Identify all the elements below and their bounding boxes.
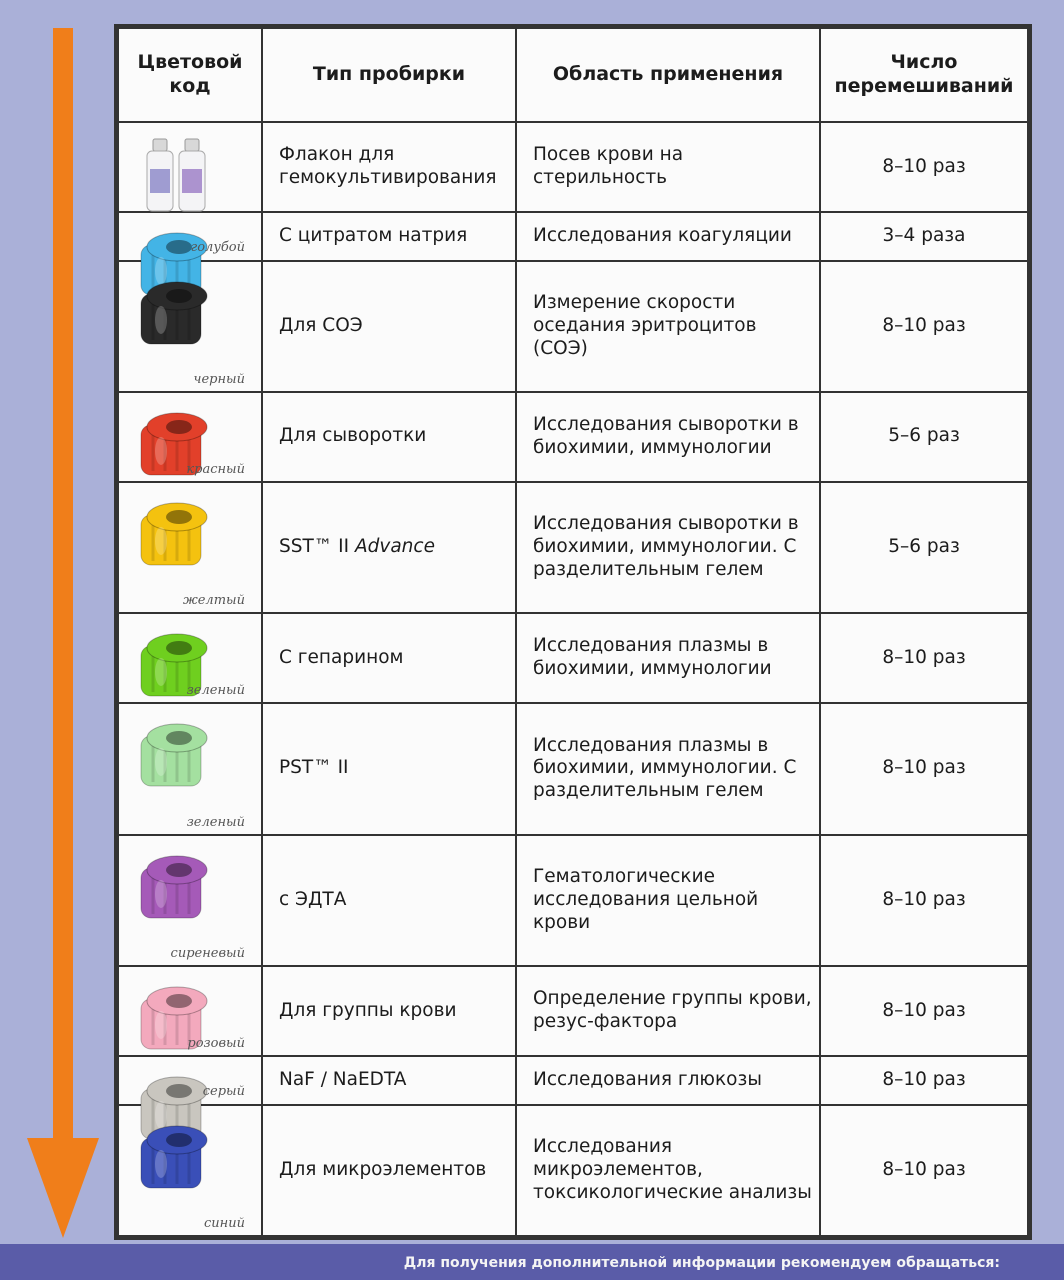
table-row: [118, 703, 1028, 834]
mix-count-text: 8–10 раз: [882, 1068, 966, 1090]
color-code-cell: [118, 835, 262, 966]
mix-count-text: 3–4 раза: [882, 224, 966, 246]
mix-count-text: 8–10 раз: [882, 646, 966, 668]
table-row: [118, 122, 1028, 212]
color-code-cell: [118, 212, 262, 261]
tube-type-cell: [262, 122, 516, 212]
table-row: [118, 392, 1028, 482]
tube-cap-icon: [133, 850, 219, 928]
mix-count-cell: [820, 482, 1028, 613]
tube-table-sheet: [114, 24, 1032, 1240]
application-cell: [516, 835, 820, 966]
application-cell: [516, 392, 820, 482]
tube-type-cell: [262, 212, 516, 261]
application-text: Исследования сыворотки в биохимии, иммунологии: [533, 413, 799, 458]
tube-type-cell: [262, 966, 516, 1056]
application-text: Исследования глюкозы: [533, 1068, 762, 1090]
header-mix-count: Число перемешиваний: [820, 28, 1028, 122]
mix-count-cell: [820, 261, 1028, 392]
cap-color-label: серый: [202, 1084, 245, 1100]
mix-count-cell: [820, 1056, 1028, 1105]
mix-count-cell: [820, 212, 1028, 261]
application-cell: [516, 261, 820, 392]
tube-type-cell: [262, 835, 516, 966]
header-tube-type: Тип пробирки: [262, 28, 516, 122]
tube-cap-icon: [133, 276, 219, 354]
application-text: Исследования плазмы в биохимии, иммунологии. С разделительным гелем: [533, 734, 797, 802]
cap-color-label: красный: [186, 461, 245, 477]
table-row: [118, 1056, 1028, 1105]
tube-cap-icon: [133, 497, 219, 575]
application-cell: [516, 703, 820, 834]
cap-color-label: зеленый: [186, 814, 245, 830]
application-cell: [516, 212, 820, 261]
mix-count-text: 8–10 раз: [882, 888, 966, 910]
cap-color-label: синий: [204, 1215, 245, 1231]
mix-count-cell: [820, 966, 1028, 1056]
table-row: [118, 212, 1028, 261]
application-cell: [516, 1056, 820, 1105]
color-code-cell: [118, 703, 262, 834]
mix-count-text: 8–10 раз: [882, 155, 966, 177]
tube-type-cell: [262, 613, 516, 703]
tube-type-cell: [262, 1105, 516, 1236]
application-text: Посев крови на стерильность: [533, 144, 684, 188]
application-text: Измерение скорости оседания эритроцитов (СОЭ): [533, 291, 757, 359]
tube-type-text: Для СОЭ: [279, 314, 363, 336]
table-row: [118, 835, 1028, 966]
application-cell: [516, 482, 820, 613]
mix-count-text: 8–10 раз: [882, 999, 966, 1021]
tube-cap-icon: [133, 718, 219, 796]
application-text: Гематологические исследования цельной крови: [533, 865, 759, 933]
color-code-cell: [118, 392, 262, 482]
application-text: Исследования коагуляции: [533, 224, 792, 246]
color-code-cell: [118, 122, 262, 212]
application-text: Исследования микроэлементов, токсикологические анализы: [533, 1135, 812, 1203]
mix-count-cell: [820, 392, 1028, 482]
table-row: [118, 966, 1028, 1056]
tube-type-suffix: Advance: [354, 536, 435, 558]
application-text: Определение группы крови, резус-фактора: [533, 988, 812, 1032]
tube-type-text: Для микроэлементов: [279, 1158, 487, 1180]
color-code-cell: [118, 966, 262, 1056]
tube-type-text: с ЭДТА: [279, 888, 347, 910]
cap-color-label: сиреневый: [170, 945, 245, 961]
orange-arrow-shaft: [53, 28, 73, 1158]
tube-type-text: SST™ II: [279, 536, 350, 558]
application-text: Исследования сыворотки в биохимии, иммунологии. С разделительным гелем: [533, 513, 799, 581]
tube-type-cell: [262, 482, 516, 613]
color-code-cell: [118, 1105, 262, 1236]
culture-bottles-icon: [133, 137, 219, 215]
mix-count-text: 8–10 раз: [882, 314, 966, 336]
table-row: [118, 1105, 1028, 1236]
tube-type-text: Для группы крови: [279, 999, 457, 1021]
cap-color-label: черный: [193, 371, 245, 387]
tube-type-text: С цитратом натрия: [279, 224, 468, 246]
tube-type-text: Для сыворотки: [279, 425, 427, 447]
tube-type-text: PST™ II: [279, 757, 349, 779]
color-code-cell: [118, 261, 262, 392]
mix-count-cell: [820, 1105, 1028, 1236]
tube-type-cell: [262, 392, 516, 482]
tube-type-text: NaF / NaEDTA: [279, 1068, 407, 1090]
color-code-cell: [118, 1056, 262, 1105]
tube-type-cell: [262, 703, 516, 834]
mix-count-cell: [820, 835, 1028, 966]
color-code-cell: [118, 482, 262, 613]
mix-count-text: 8–10 раз: [882, 1158, 966, 1180]
arrow-down-icon: [27, 1138, 99, 1238]
tube-type-cell: [262, 1056, 516, 1105]
tube-color-table: [117, 27, 1029, 1237]
color-code-cell: [118, 613, 262, 703]
table-row: [118, 261, 1028, 392]
mix-count-cell: [820, 613, 1028, 703]
cap-color-label: голубой: [190, 240, 245, 256]
application-cell: [516, 122, 820, 212]
application-cell: [516, 966, 820, 1056]
tube-type-text: С гепарином: [279, 646, 404, 668]
header-color-code: Цветовой код: [118, 28, 262, 122]
application-cell: [516, 1105, 820, 1236]
cap-color-label: розовый: [187, 1035, 245, 1051]
cap-color-label: зеленый: [186, 683, 245, 699]
application-text: Исследования плазмы в биохимии, иммунологии: [533, 635, 772, 680]
table-row: [118, 482, 1028, 613]
mix-count-cell: [820, 122, 1028, 212]
cap-color-label: желтый: [182, 593, 245, 609]
tube-cap-icon: [133, 1120, 219, 1198]
header-application: Область применения: [516, 28, 820, 122]
mix-count-text: 8–10 раз: [882, 757, 966, 779]
mix-count-text: 5–6 раз: [888, 536, 960, 558]
tube-type-text: Флакон для гемокультивирования: [279, 144, 497, 188]
application-cell: [516, 613, 820, 703]
table-row: [118, 613, 1028, 703]
footer-contact-text: Для получения дополнительной информации рекомендуем обращаться:: [403, 1255, 1000, 1271]
tube-type-cell: [262, 261, 516, 392]
mix-count-text: 5–6 раз: [888, 425, 960, 447]
header-row: [118, 28, 1028, 122]
mix-count-cell: [820, 703, 1028, 834]
